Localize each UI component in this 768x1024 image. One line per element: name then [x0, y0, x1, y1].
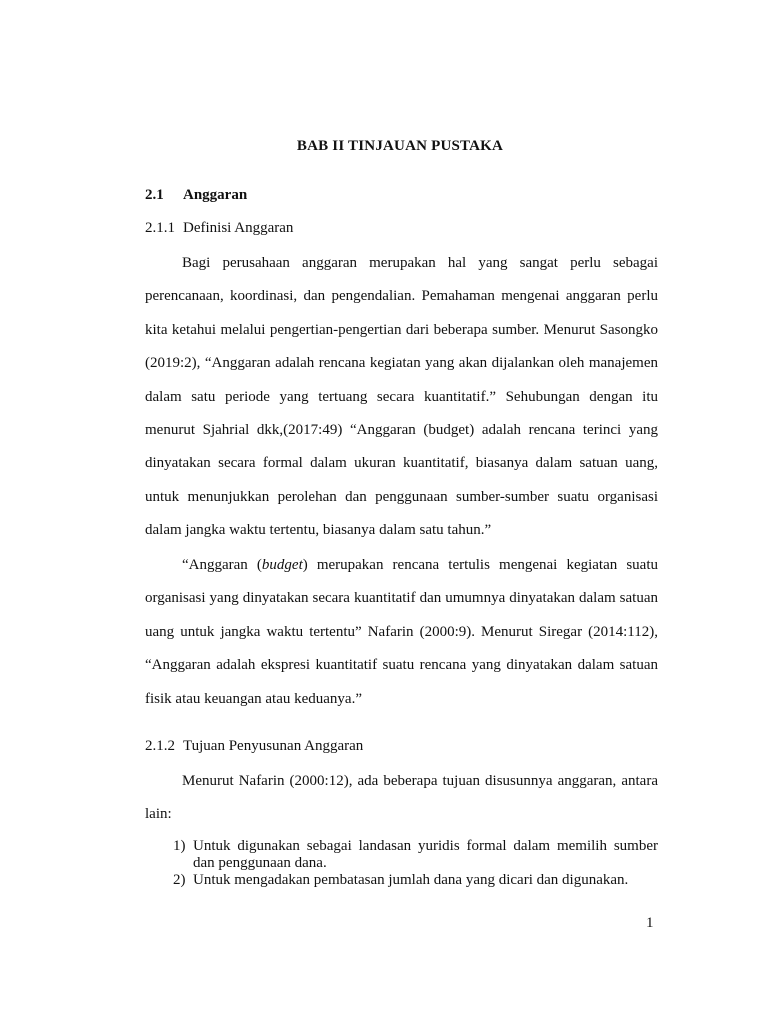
list-marker: 1) [173, 838, 186, 854]
page-number: 1 [646, 915, 654, 931]
numbered-list [173, 838, 658, 889]
subsection-number: 2.1.1 [145, 220, 175, 236]
subsection-heading [145, 738, 363, 755]
paragraph-text: ) merupakan rencana tertulis mengenai kegiatan suatu organisasi yang dinyatakan secara kuantitatif dan umumnya dinyatakan dalam satuan uang untuk jangka waktu tertentu” Nafarin (2000:9). Menurut Siregar (2014:112), “Anggaran adalah ekspresi kuantitatif suatu rencana yang dinyatakan dalam satuan fisik atau keuangan atau keduanya.” [145, 557, 659, 707]
list-item [173, 872, 658, 889]
list-marker: 2) [173, 872, 186, 888]
section-number: 2.1 [145, 187, 164, 203]
subsection-title: Definisi Anggaran [183, 220, 294, 236]
italic-term: budget [261, 557, 303, 573]
paragraph: Menurut Nafarin (2000:12), ada beberapa tujuan disusunnya anggaran, antara lain: [145, 773, 658, 823]
subsection-number: 2.1.2 [145, 738, 175, 754]
subsection-heading [145, 220, 293, 237]
section-title: Anggaran [183, 187, 248, 203]
subsection-title: Tujuan Penyusunan Anggaran [183, 738, 364, 754]
paragraph [145, 549, 658, 716]
paragraph-text: “Anggaran ( [182, 557, 262, 573]
list-item-text: Untuk mengadakan pembatasan jumlah dana yang dicari dan digunakan. [193, 872, 629, 888]
section-heading [145, 187, 247, 204]
paragraph: Bagi perusahaan anggaran merupakan hal yang sangat perlu sebagai perencanaan, koordinasi, dan pengendalian. Pemahaman mengenai anggaran perlu kita ketahui melalui pengertian-pengertian dari beberapa sumber. Menurut Sasongko (2019:2), “Anggaran adalah rencana kegiatan yang akan dijalankan oleh manajemen dalam satu periode yang tertuang secara kuantitatif.” Sehubungan dengan itu menurut Sjahrial dkk,(2017:49) “Anggaran (budget) adalah rencana terinci yang dinyatakan secara formal dalam ukuran kuantitatif, biasanya dalam satuan uang, untuk menunjukkan perolehan dan penggunaan sumber-sumber suatu organisasi dalam jangka waktu tertentu, biasanya dalam satu tahun.” [145, 255, 658, 539]
chapter-title: BAB II TINJAUAN PUSTAKA [296, 138, 504, 154]
list-item-text: Untuk digunakan sebagai landasan yuridis formal dalam memilih sumber dan penggunaan dana. [193, 838, 658, 871]
list-item [173, 838, 658, 872]
